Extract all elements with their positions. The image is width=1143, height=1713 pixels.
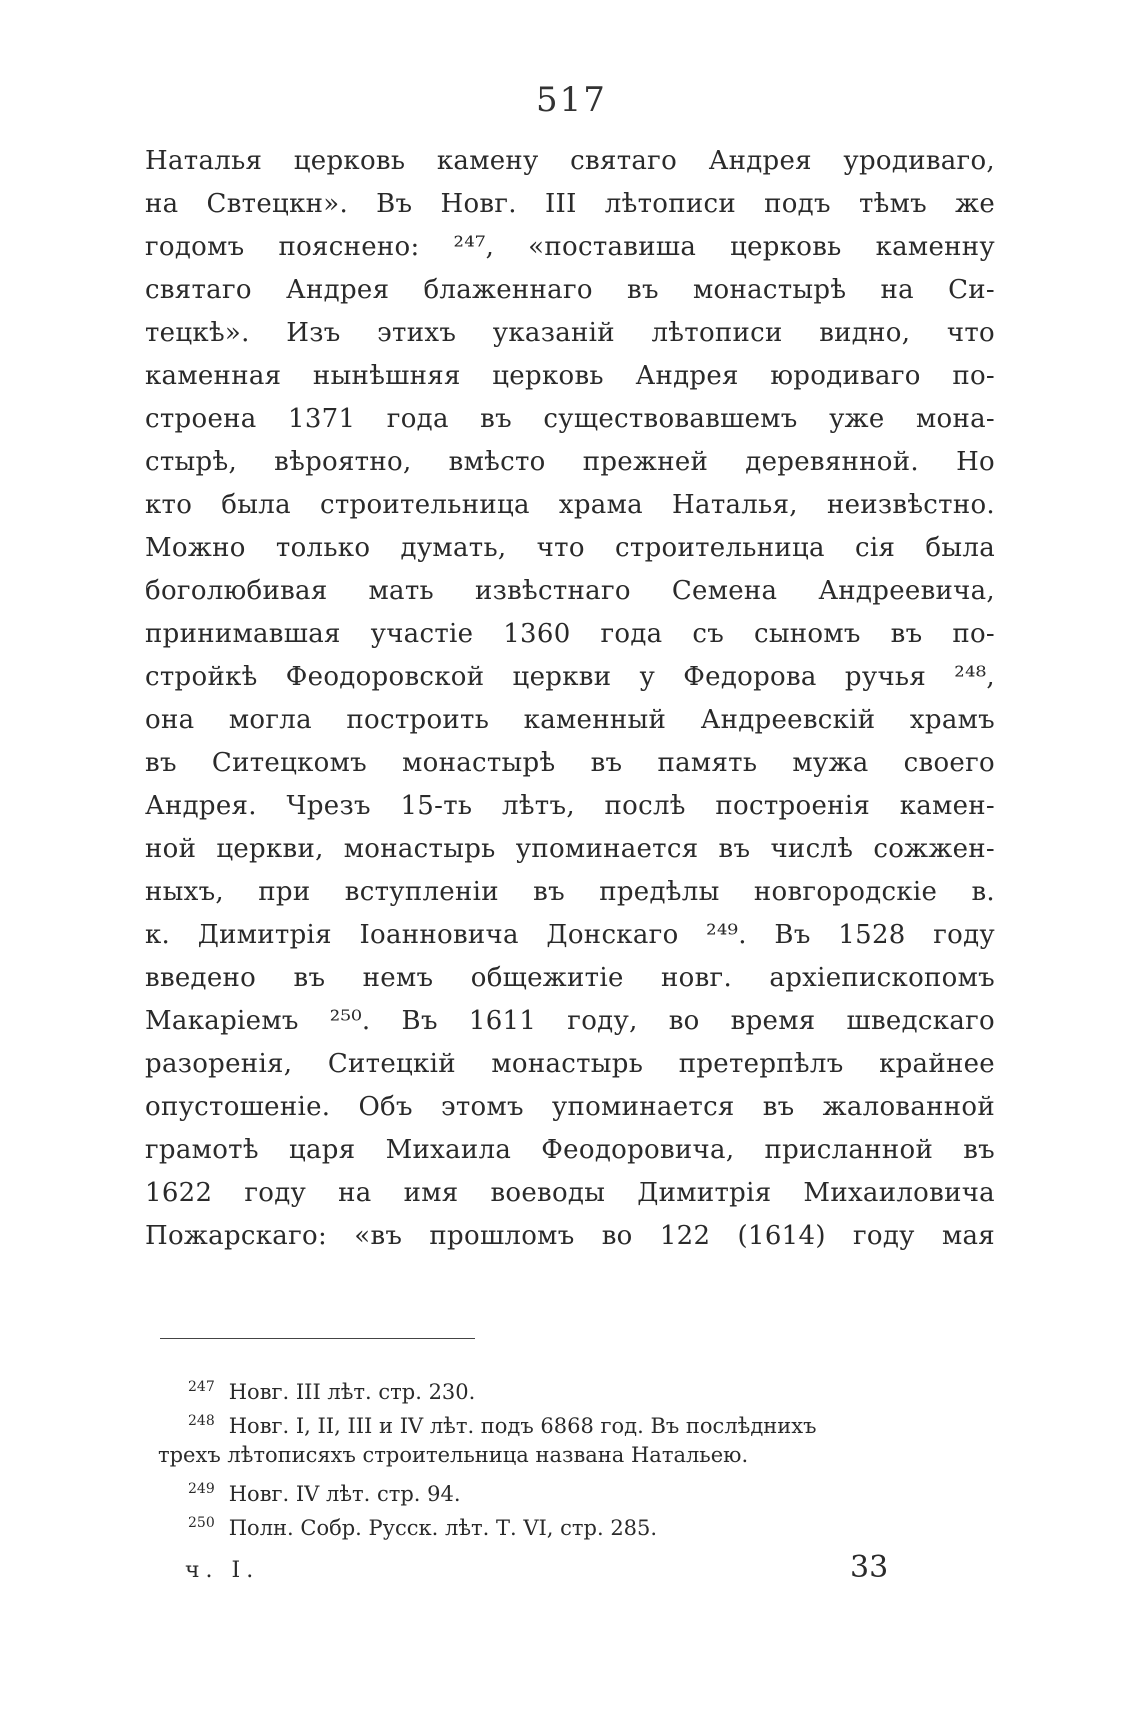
text-line: кто была строительница храма Наталья, неизвѣстно. <box>145 490 995 520</box>
text-line: введено въ немъ общежитіе новг. архіепископомъ <box>145 963 995 993</box>
text-line: она могла построить каменный Андреевскій храмъ <box>145 705 995 735</box>
sheet-number: 33 <box>850 1550 889 1585</box>
text-line: Можно только думать, что строительница сія была <box>145 533 995 563</box>
text-line: стырѣ, вѣроятно, вмѣсто прежней деревянной. Но <box>145 447 995 477</box>
footnote-mark: 250 <box>188 1515 215 1531</box>
text-line: тецкѣ». Изъ этихъ указаній лѣтописи видно, что <box>145 318 995 348</box>
text-line: ной церкви, монастырь упоминается въ числѣ сожжен- <box>145 834 995 864</box>
footnote-mark: 248 <box>188 1413 215 1429</box>
text-line: въ Ситецкомъ монастырѣ въ память мужа своего <box>145 748 995 778</box>
footnote-248-continuation: трехъ лѣтописяхъ строительница названа Натальею. <box>158 1443 749 1467</box>
text-line: к. Димитрія Іоанновича Донскаго ²⁴⁹. Въ 1528 году <box>145 920 995 950</box>
footnotes <box>160 1370 995 1540</box>
page-number: 517 <box>536 80 607 120</box>
signature-mark: ч. I. <box>185 1558 260 1583</box>
text-line: ныхъ, при вступленіи въ предѣлы новгородскіе в. <box>145 877 995 907</box>
text-line: Наталья церковь камену святаго Андрея уродиваго, <box>145 146 995 176</box>
footnote-mark: 247 <box>188 1379 215 1395</box>
footnote-text: Полн. Собр. Русск. лѣт. Т. VI, стр. 285. <box>228 1516 658 1540</box>
text-line: разоренія, Ситецкій монастырь претерпѣлъ крайнее <box>145 1049 995 1079</box>
footnote-mark: 249 <box>188 1481 215 1497</box>
body-text <box>145 140 995 1258</box>
text-line: святаго Андрея блаженнаго въ монастырѣ на Си- <box>145 275 995 305</box>
text-line: стройкѣ Феодоровской церкви у Федорова ручья ²⁴⁸, <box>145 662 995 692</box>
footnote-247 <box>160 1370 995 1404</box>
text-line: 1622 году на имя воеводы Димитрія Михаиловича <box>145 1178 995 1208</box>
footnote-text: Новг. IV лѣт. стр. 94. <box>228 1482 461 1506</box>
footnote-divider <box>160 1338 475 1339</box>
text-line: на Свтецкн». Въ Новг. III лѣтописи подъ тѣмъ же <box>145 189 995 219</box>
text-line: принимавшая участіе 1360 года съ сыномъ въ по- <box>145 619 995 649</box>
footnote-text: Новг. III лѣт. стр. 230. <box>228 1380 476 1404</box>
text-line: грамотѣ царя Михаила Феодоровича, присланной въ <box>145 1135 995 1165</box>
text-line: Макаріемъ ²⁵⁰. Въ 1611 году, во время шведскаго <box>145 1006 995 1036</box>
footnote-249 <box>160 1472 995 1506</box>
text-line: боголюбивая мать извѣстнаго Семена Андреевича, <box>145 576 995 606</box>
text-line: опустошеніе. Объ этомъ упоминается въ жалованной <box>145 1092 995 1122</box>
text-line: годомъ пояснено: ²⁴⁷, «поставиша церковь каменну <box>145 232 995 262</box>
text-line: каменная нынѣшняя церковь Андрея юродиваго по- <box>145 361 995 391</box>
footnote-text: Новг. I, II, III и IV лѣт. подъ 6868 год. Въ послѣднихъ <box>228 1414 817 1438</box>
text-line: строена 1371 года въ существовавшемъ уже мона- <box>145 404 995 434</box>
footnote-248 <box>160 1404 995 1438</box>
text-line: Пожарскаго: «въ прошломъ во 122 (1614) году мая <box>145 1221 995 1251</box>
text-line: Андрея. Чрезъ 15-ть лѣтъ, послѣ построенія камен- <box>145 791 995 821</box>
footnote-250 <box>160 1506 995 1540</box>
